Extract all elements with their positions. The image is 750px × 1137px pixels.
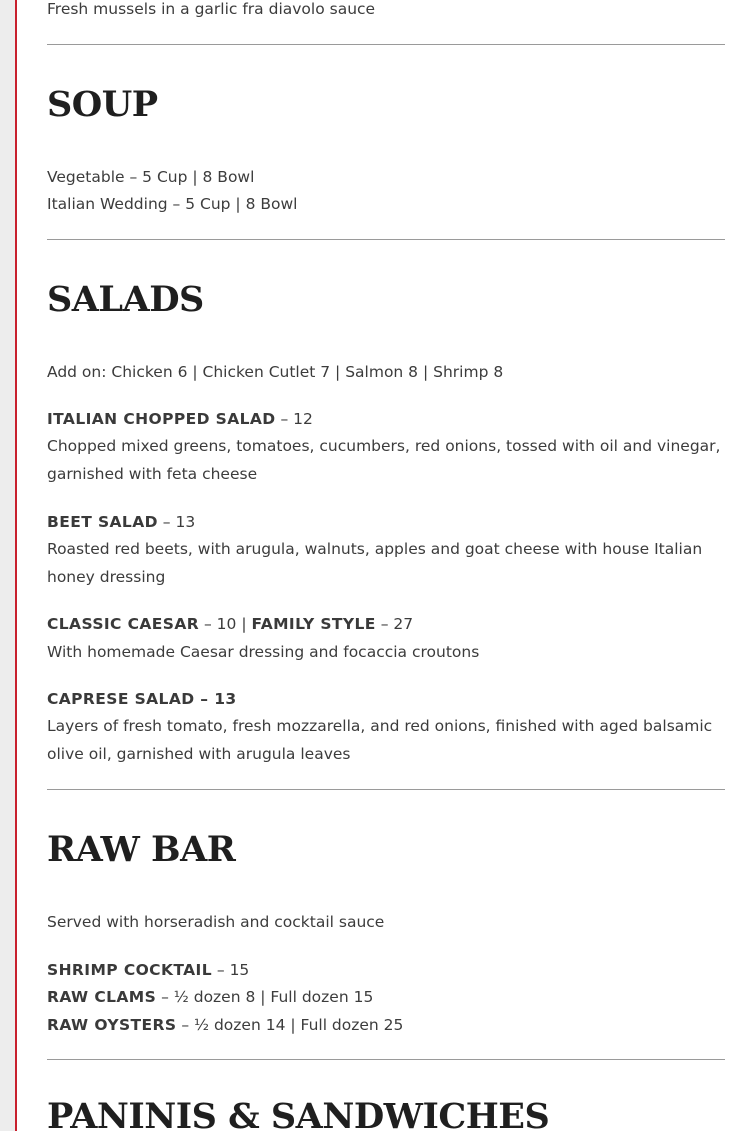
section-title-raw-bar: RAW BAR bbox=[47, 829, 236, 870]
divider bbox=[47, 44, 725, 45]
soup-item: Vegetable – 5 Cup | 8 Bowl bbox=[47, 168, 255, 186]
item-name: RAW CLAMS bbox=[47, 988, 157, 1006]
item-price: – 13 bbox=[157, 513, 196, 531]
menu-item-heading bbox=[47, 986, 373, 1008]
menu-item-heading bbox=[47, 688, 237, 710]
menu-item-heading bbox=[47, 511, 195, 533]
soup-item: Italian Wedding – 5 Cup | 8 Bowl bbox=[47, 195, 298, 213]
section-title-paninis: PANINIS & SANDWICHES bbox=[47, 1096, 550, 1137]
item-price: – ½ dozen 8 | Full dozen 15 bbox=[156, 988, 374, 1006]
item-description: Layers of fresh tomato, fresh mozzarella, and red onions, finished with aged balsamic olive oil, garnished with arugula leaves bbox=[47, 717, 713, 763]
item-price: – 15 bbox=[211, 961, 250, 979]
mussels-description: Fresh mussels in a garlic fra diavolo sauce bbox=[47, 0, 376, 18]
item-price: – ½ dozen 14 | Full dozen 25 bbox=[176, 1016, 404, 1034]
menu-item-heading bbox=[47, 613, 413, 635]
left-gutter bbox=[0, 0, 15, 1131]
item-name: CAPRESE SALAD – 13 bbox=[47, 690, 237, 708]
divider bbox=[47, 1059, 725, 1060]
item-name: BEET SALAD bbox=[47, 513, 158, 531]
item-name: RAW OYSTERS bbox=[47, 1016, 177, 1034]
item-price: – 12 bbox=[275, 410, 313, 428]
accent-border bbox=[15, 0, 17, 1131]
item-name: FAMILY STYLE bbox=[251, 615, 376, 633]
item-description: Chopped mixed greens, tomatoes, cucumbers, red onions, tossed with oil and vinegar, garnished with feta cheese bbox=[47, 437, 721, 483]
item-description: Roasted red beets, with arugula, walnuts, apples and goat cheese with house Italian honey dressing bbox=[47, 540, 703, 586]
divider bbox=[47, 789, 725, 790]
salad-addon-note: Add on: Chicken 6 | Chicken Cutlet 7 | Salmon 8 | Shrimp 8 bbox=[47, 363, 504, 381]
menu-item-heading bbox=[47, 959, 249, 981]
section-title-soup: SOUP bbox=[47, 84, 158, 125]
menu-item-heading bbox=[47, 1014, 403, 1036]
divider bbox=[47, 239, 725, 240]
item-price: – 10 | bbox=[199, 615, 252, 633]
section-title-salads: SALADS bbox=[47, 279, 204, 320]
item-name: ITALIAN CHOPPED SALAD bbox=[47, 410, 276, 428]
menu-item-heading bbox=[47, 408, 313, 430]
raw-bar-note: Served with horseradish and cocktail sauce bbox=[47, 913, 385, 931]
item-description: With homemade Caesar dressing and focaccia croutons bbox=[47, 643, 480, 661]
item-price: – 27 bbox=[375, 615, 414, 633]
item-name: CLASSIC CAESAR bbox=[47, 615, 200, 633]
item-name: SHRIMP COCKTAIL bbox=[47, 961, 212, 979]
